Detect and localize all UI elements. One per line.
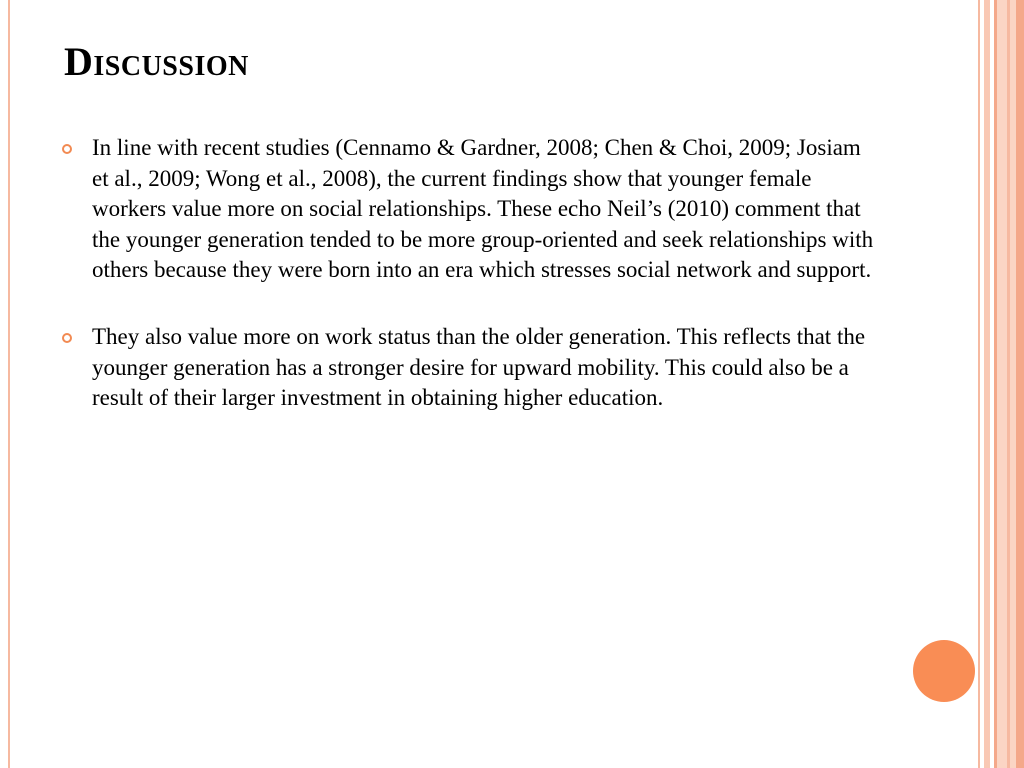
decorative-circle-icon xyxy=(913,640,975,702)
bullet-item xyxy=(62,322,882,414)
right-border-stripe xyxy=(978,0,980,768)
bullet-item xyxy=(62,133,882,286)
bullet-text: They also value more on work status than the older generation. This reflects that the younger generation has a stronger desire for upward mobility. This could also be a result of their larger investment in obtaining higher education. xyxy=(92,323,866,411)
bullet-circle-icon xyxy=(62,144,72,154)
right-border-stripe xyxy=(1016,0,1024,768)
right-border-stripe xyxy=(997,0,1007,768)
bullet-list xyxy=(62,133,882,450)
bullet-circle-icon xyxy=(62,333,72,343)
slide-title: Discussion xyxy=(64,39,249,84)
bullet-text: In line with recent studies (Cennamo & Gardner, 2008; Chen & Choi, 2009; Josiam et al., 2009; Wong et al., 2008), the current findings show that younger female workers value more on social relationships. These echo Neil’s (2010) comment that the younger generation tended to be more group-oriented and seek relationships with others because they were born into an era which stresses social network and support. xyxy=(92,135,874,283)
left-border-line xyxy=(8,0,10,768)
